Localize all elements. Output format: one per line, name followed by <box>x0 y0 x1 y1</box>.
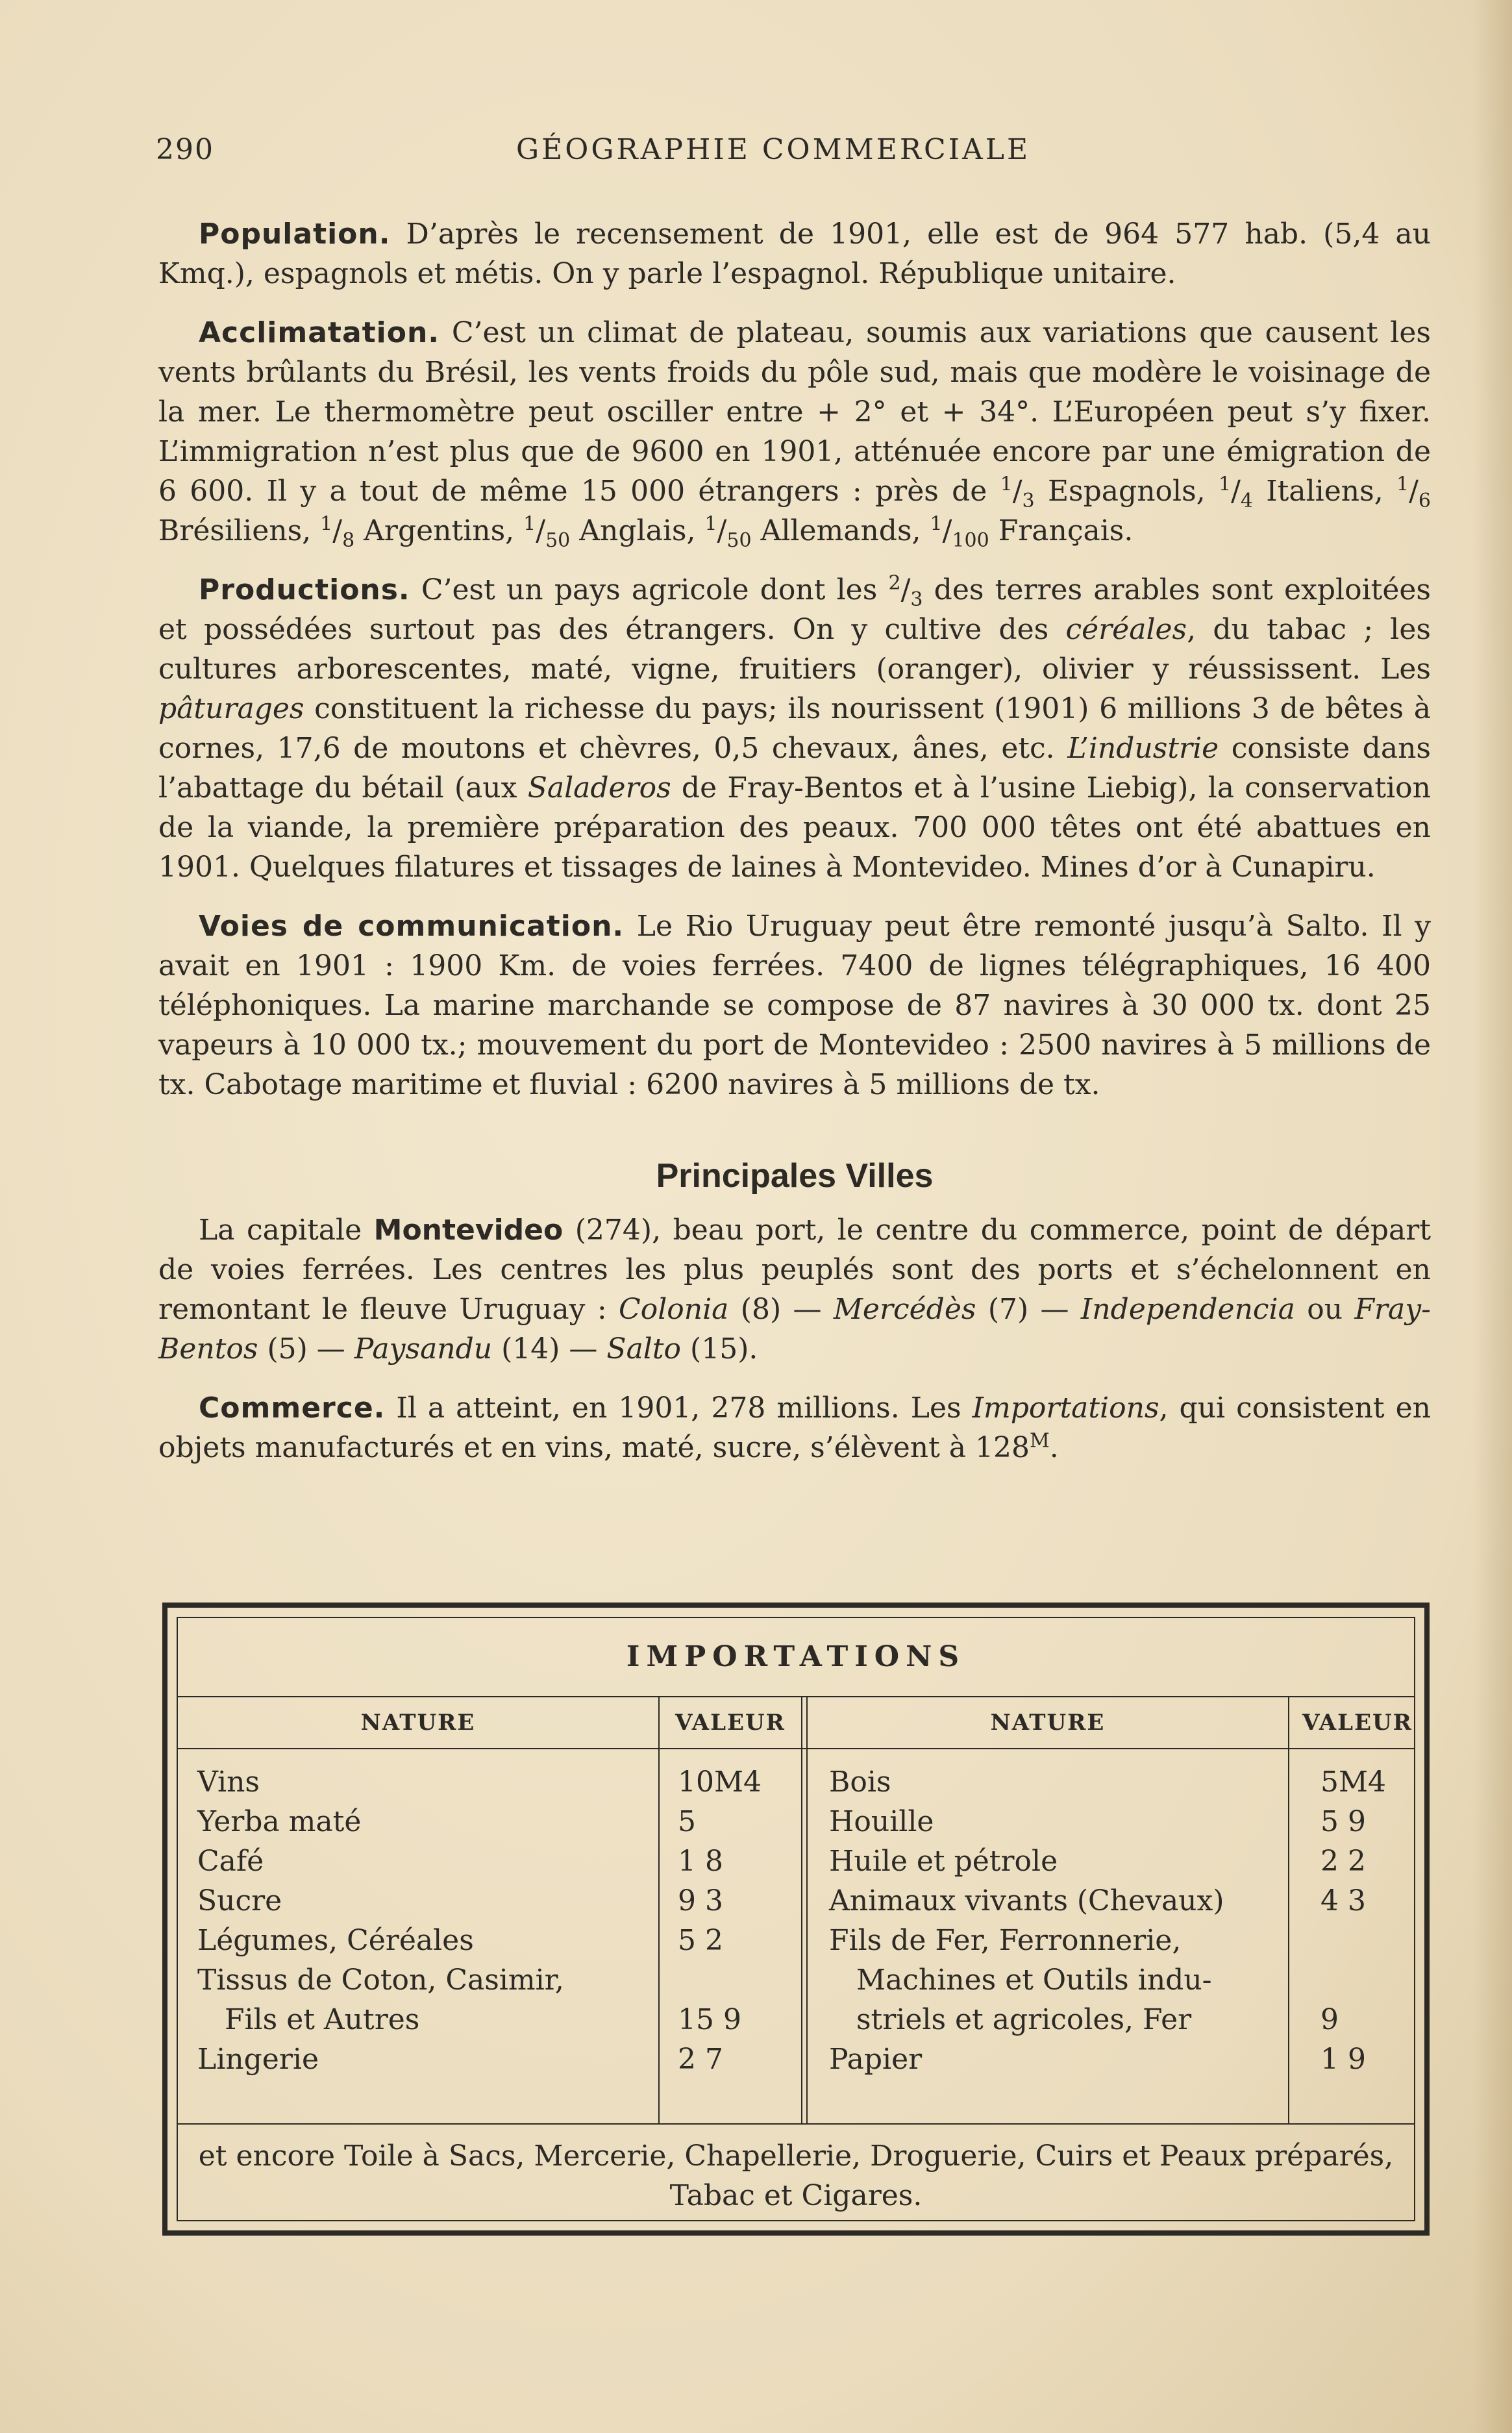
text-segment: C’est un pays agricole dont les <box>410 573 889 606</box>
text-segment: (15). <box>681 1332 758 1366</box>
header-nature-left: NATURE <box>360 1710 476 1736</box>
cell-valeur: 1 8 <box>678 1845 723 1878</box>
capital-name: Montevideo <box>373 1214 564 1247</box>
cell-valeur: 9 3 <box>678 1884 723 1917</box>
paragraph-acclimatation: Acclimatation. C’est un climat de plateau, soumis aux variations que causent les vents brûlants du Brésil, les vents froids du pôle sud, mais que modère le voisinage de la mer. Le thermomètre peut osciller entre + 2° et + 34°. L’Européen peut s’y fixer. L’immigration n’est plus que de 9600 en 1901, atténuée encore par une émigration de 6 600. Il y a tout de même 15 000 étrangers : près de $^1/_3$ Espagnols, $^1/_4$ Italiens, $^1/_6$ Brésiliens, $^1/_8$ Argentins, $^1/_{50}$ Anglais, $^1/_{50}$ Allemands, $^1/_{100}$ Français. <box>158 316 1431 552</box>
imports-table-inner <box>177 1617 1415 2221</box>
fraction-denominator: 3 <box>910 588 923 611</box>
fraction-numerator: 1 <box>930 512 943 536</box>
cell-valeur: 5 9 <box>1320 1805 1366 1838</box>
fraction-numerator: 1 <box>320 512 333 536</box>
cell-valeur: 15 9 <box>678 2003 741 2036</box>
italic-term: Saladeros <box>527 771 671 805</box>
table-body <box>178 1762 1414 2079</box>
page-number: 290 <box>156 133 214 166</box>
table-row <box>178 1841 1414 1881</box>
table-row <box>178 1762 1414 1802</box>
text-segment: Il a atteint, en 1901, 278 millions. Les <box>385 1391 973 1425</box>
table-row <box>178 1960 1414 2000</box>
city-name: Paysandu <box>354 1332 493 1366</box>
text-segment: (5) — <box>258 1332 354 1366</box>
fraction-denominator: 8 <box>342 529 355 552</box>
text-segment: Brésiliens, <box>158 514 321 547</box>
fraction-numerator: 1 <box>523 512 536 536</box>
text-segment: (7) — <box>976 1293 1081 1326</box>
text-segment: ou <box>1295 1293 1355 1326</box>
paragraph-productions: Productions. C’est un pays agricole dont les $^2/_3$ des terres arables sont exploitées et possédées surtout pas des étrangers. On y cultive des céréales, du tabac ; les cultures arborescentes, maté, vigne, fruitiers (oranger), olivier y réussissent. Les pâturages constituent la richesse du pays; ils nourissent (1901) 6 millions 3 de bêtes à cornes, 17,6 de moutons et chèvres, 0,5 chevaux, ânes, etc. L’industrie consiste dans l’abattage du bétail (aux Saladeros de Fray-Bentos et à l’usine Liebig), la conservation de la viande, la première préparation des peaux. 700 000 têtes ont été abattues en 1901. Quelques filatures et tissages de laines à Montevideo. Mines d’or à Cunapiru. <box>158 571 1431 884</box>
text-segment: (8) — <box>728 1293 834 1326</box>
text-segment: (274), beau port, le centre du commerce, point de départ de voies ferrées. Les centres les plus peuplés sont des ports et s’échelonnent en remontant le fleuve Uruguay : <box>158 1214 1431 1326</box>
cell-nature: Lingerie <box>197 2043 319 2076</box>
cell-valeur: 5 <box>678 1805 696 1838</box>
table-row <box>178 1921 1414 1960</box>
text-segment: , qui consistent en objets manufacturés et en vins, maté, sucre, s’élèvent à 128 <box>158 1391 1431 1464</box>
fraction-denominator: 100 <box>952 529 989 552</box>
text-voies: Le Rio Uruguay peut être remonté jusqu’à Salto. Il y avait en 1901 : 1900 Km. de voies ferrées. 7400 de lignes télégraphiques, 16 400 téléphoniques. La marine marchande se compose de 87 navires à 30 000 tx. dont 25 vapeurs à 10 000 tx.; mouvement du port de Montevideo : 2500 navires à 5 millions de tx. Cabotage maritime et fluvial : 6200 navires à 5 millions de tx. <box>158 910 1431 1101</box>
text-segment: , du tabac ; les cultures arborescentes, maté, vigne, fruitiers (oranger), olivier y réussissent. Les <box>158 613 1431 686</box>
heading-voies: Voies de communication. <box>199 910 625 943</box>
fraction-denominator: 3 <box>1022 489 1035 512</box>
city-name: Colonia <box>619 1293 729 1326</box>
cell-nature: Fils et Autres <box>197 2003 420 2036</box>
cell-nature: Papier <box>829 2043 923 2076</box>
header-valeur-right: VALEUR <box>1302 1710 1413 1736</box>
cell-valeur: 4 3 <box>1320 1884 1366 1917</box>
cell-nature: Bois <box>829 1765 891 1799</box>
cell-nature: Café <box>197 1845 264 1878</box>
text-segment: Espagnols, <box>1034 475 1219 508</box>
city-name: Fray-Bentos <box>158 1293 1431 1366</box>
fraction-denominator: 4 <box>1240 489 1253 512</box>
cell-valeur: 2 7 <box>678 2043 723 2076</box>
fraction-numerator: 2 <box>888 571 901 595</box>
text-segment: . <box>1049 1431 1059 1464</box>
fraction-numerator: 1 <box>1000 473 1013 496</box>
table-title: IMPORTATIONS <box>178 1618 1414 1697</box>
text-segment: Allemands, <box>751 514 930 547</box>
table-footnote: et encore Toile à Sacs, Mercerie, Chapellerie, Droguerie, Cuirs et Peaux préparés, Tabac et Cigares. <box>198 2140 1394 2212</box>
fraction-numerator: 1 <box>1396 473 1409 496</box>
cell-nature: striels et agricoles, Fer <box>829 2003 1192 2036</box>
text-segment: de Fray-Bentos et à l’usine Liebig), la conservation de la viande, la première préparation des peaux. 700 000 têtes ont été abattues en 1901. Quelques filatures et tissages de laines à Montevideo. Mines d’or à Cunapiru. <box>158 771 1431 884</box>
imports-table <box>162 1603 1430 2236</box>
text-segment: des terres arables sont exploitées et possédées surtout pas des étrangers. On y cultive des <box>158 573 1431 646</box>
text-segment: La capitale <box>199 1214 374 1247</box>
text-segment: Italiens, <box>1253 475 1396 508</box>
cell-valeur: 5M4 <box>1320 1765 1387 1799</box>
heading-population: Population. <box>199 218 391 251</box>
cell-nature: Tissus de Coton, Casimir, <box>197 1964 564 1997</box>
cell-nature: Légumes, Céréales <box>197 1924 474 1957</box>
paragraph-villes <box>158 1210 1431 1369</box>
text-segment: (14) — <box>492 1332 607 1366</box>
city-name: Independencia <box>1080 1293 1295 1326</box>
fraction-denominator: 6 <box>1418 489 1431 512</box>
table-row <box>178 2000 1414 2040</box>
table-row <box>178 1881 1414 1921</box>
cell-valeur: 9 <box>1320 2003 1339 2036</box>
heading-productions: Productions. <box>199 573 410 606</box>
italic-term: pâturages <box>158 692 304 725</box>
cell-nature: Vins <box>197 1765 260 1799</box>
paragraph-population <box>158 214 1431 293</box>
text-segment: Anglais, <box>570 514 705 547</box>
text-segment: Français. <box>989 514 1134 547</box>
paragraph-commerce <box>158 1388 1431 1467</box>
table-row <box>178 1802 1414 1841</box>
header-valeur-left: VALEUR <box>675 1710 786 1736</box>
cell-nature: Yerba maté <box>197 1805 362 1838</box>
section-title: Principales Villes <box>656 1157 934 1195</box>
city-name: Salto <box>606 1332 682 1366</box>
cell-valeur: 5 2 <box>678 1924 723 1957</box>
table-row <box>178 2040 1414 2079</box>
cell-nature: Machines et Outils indu- <box>829 1964 1212 1997</box>
paragraph-voies <box>158 906 1431 1104</box>
cell-valeur: 10M4 <box>678 1765 762 1799</box>
cell-nature: Houille <box>829 1805 934 1838</box>
italic-term: L’industrie <box>1067 732 1219 765</box>
cell-valeur: 2 2 <box>1320 1845 1366 1878</box>
footnote-divider <box>178 2123 1414 2125</box>
fraction-denominator: 50 <box>726 529 752 552</box>
page-body <box>158 214 1431 1487</box>
cell-valeur: 1 9 <box>1320 2043 1366 2076</box>
unit-superscript: M <box>1030 1429 1050 1453</box>
running-header <box>156 133 1441 179</box>
text-segment: consiste dans l’abattage du bétail (aux <box>158 732 1431 805</box>
cell-nature: Huile et pétrole <box>829 1845 1058 1878</box>
header-nature-right: NATURE <box>990 1710 1106 1736</box>
running-title: GÉOGRAPHIE COMMERCIALE <box>516 133 1031 166</box>
cell-nature: Animaux vivants (Chevaux) <box>829 1884 1224 1917</box>
heading-commerce: Commerce. <box>199 1391 386 1425</box>
cell-nature: Sucre <box>197 1884 282 1917</box>
italic-term: Importations <box>972 1391 1159 1425</box>
page-edge-shadow <box>1473 0 1512 2433</box>
text-segment: constituent la richesse du pays; ils nourissent (1901) 6 millions 3 de bêtes à cornes, 17,6 de moutons et chèvres, 0,5 chevaux, ânes, etc. <box>158 692 1431 765</box>
cell-nature: Fils de Fer, Ferronnerie, <box>829 1924 1182 1957</box>
text-segment: Argentins, <box>354 514 524 547</box>
text-population: D’après le recensement de 1901, elle est de 964 577 hab. (5,4 au Kmq.), espagnols et métis. On y parle l’espagnol. République unitaire. <box>158 218 1431 290</box>
fraction-numerator: 1 <box>1218 473 1232 496</box>
text-acclimatation: C’est un climat de plateau, soumis aux variations que causent les vents brûlants du Brésil, les vents froids du pôle sud, mais que modère le voisinage de la mer. Le thermomètre peut osciller entre + 2° et + 34°. L’Européen peut s’y fixer. L’immigration n’est plus que de 9600 en 1901, atténuée encore par une émigration de 6 600. Il y a tout de même 15 000 étrangers : près de <box>158 316 1431 508</box>
fraction-denominator: 50 <box>545 529 571 552</box>
italic-term: céréales <box>1065 613 1187 646</box>
table-header-row <box>178 1697 1414 1749</box>
fraction-numerator: 1 <box>704 512 717 536</box>
heading-acclimatation: Acclimatation. <box>199 316 440 349</box>
city-name: Mercédès <box>833 1293 976 1326</box>
